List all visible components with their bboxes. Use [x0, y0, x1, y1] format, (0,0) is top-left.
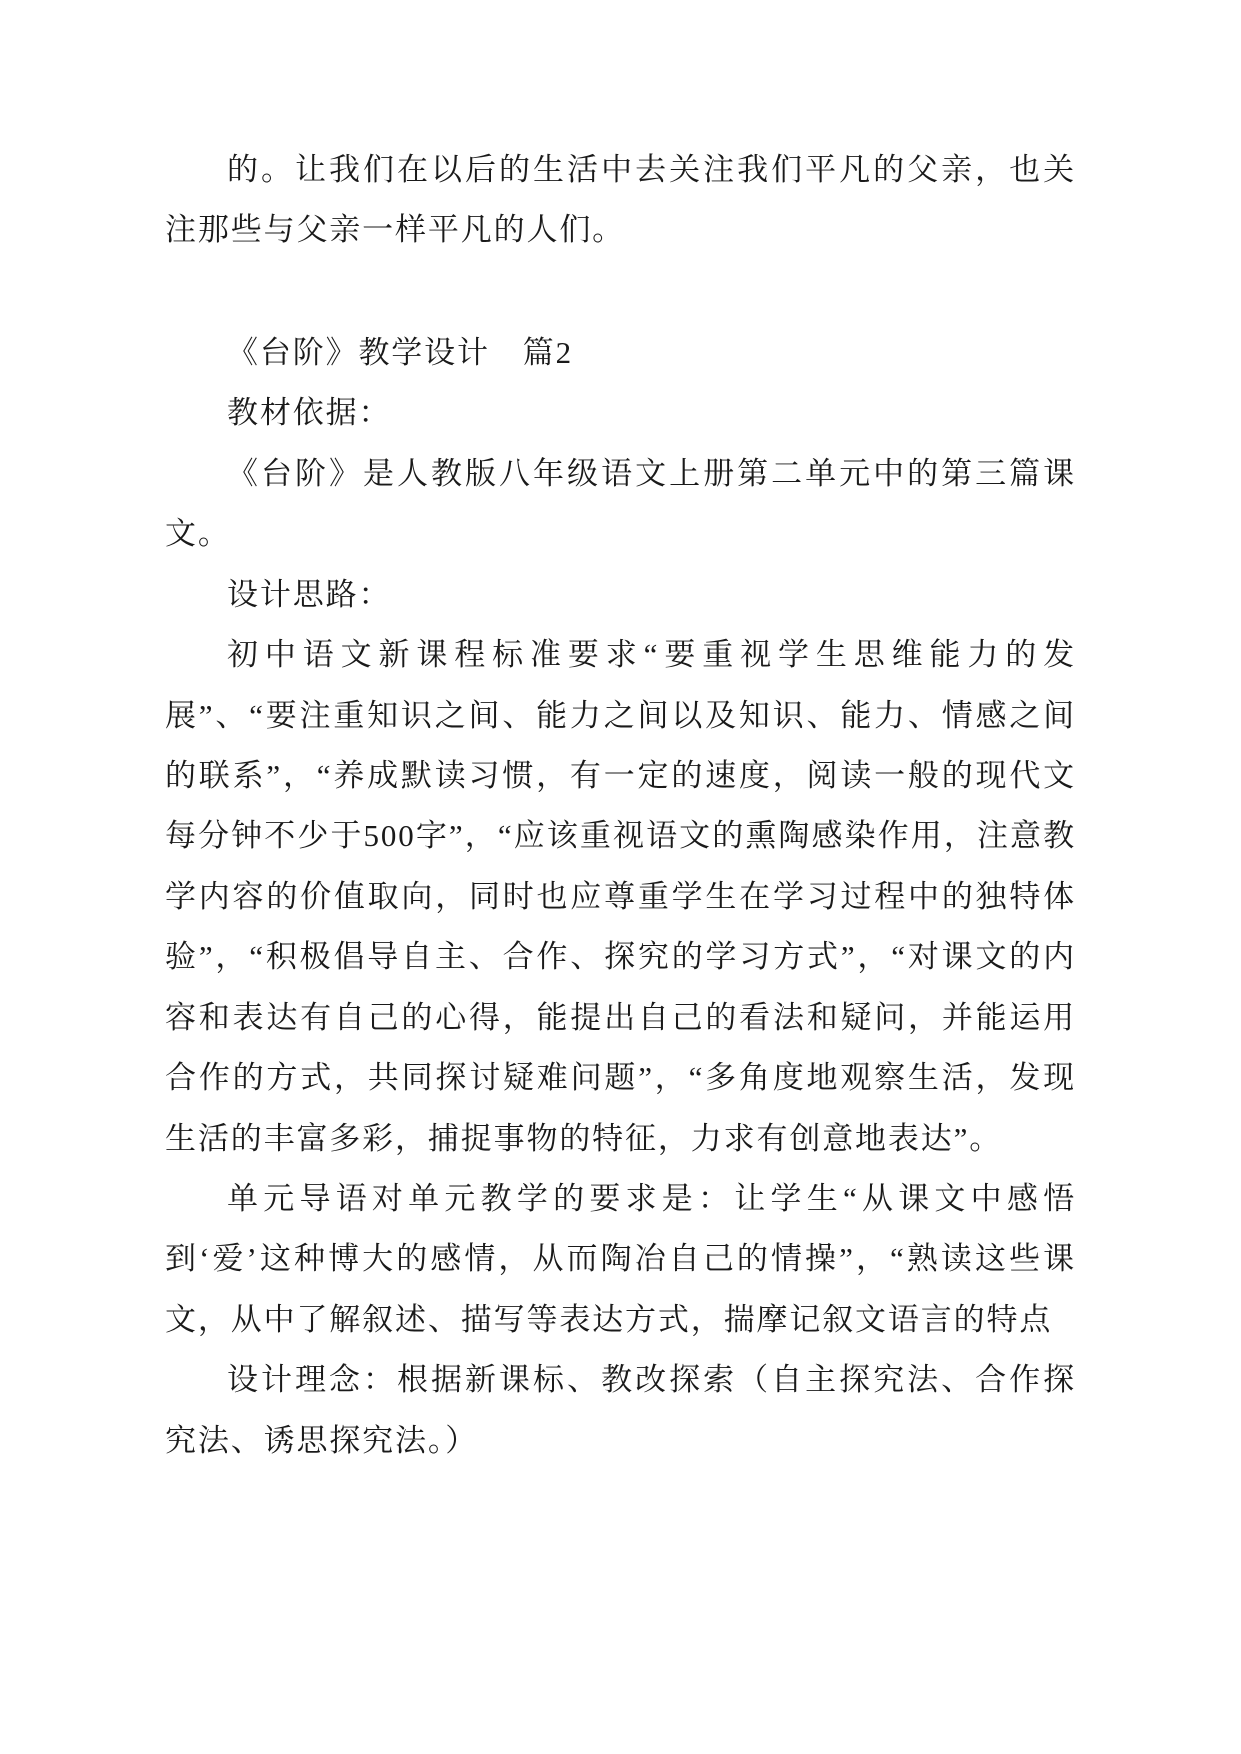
paragraph-standards: 初中语文新课程标准要求“要重视学生思维能力的发展”、“要注重知识之间、能力之间以及知识、能力、情感之间的联系”，“养成默读习惯，有一定的速度，阅读一般的现代文每分钟不少于500字”，“应该重视语文的熏陶感染作用，注意教学内容的价值取向，同时也应尊重学生在学习过程中的独特体验”，“积极倡导自主、合作、探究的学习方式”，“对课文的内容和表达有自己的心得，能提出自己的看法和疑问，并能运用合作的方式，共同探讨疑难问题”，“多角度地观察生活，发现生活的丰富多彩，捕捉事物的特征，力求有创意地表达”。	[165, 637, 1076, 1156]
document-body	[165, 140, 1076, 1471]
paragraph-basis-text: 《台阶》是人教版八年级语文上册第二单元中的第三篇课文。	[165, 455, 1076, 552]
paragraph-gap	[165, 261, 1076, 323]
paragraph-continued: 的。让我们在以后的生活中去关注我们平凡的父亲，也关注那些与父亲一样平凡的人们。	[165, 152, 1076, 248]
paragraph-basis-label: 教材依据：	[227, 395, 392, 431]
section-heading: 《台阶》教学设计 篇2	[227, 334, 573, 370]
paragraph-design-label: 设计思路：	[227, 576, 392, 612]
paragraph-unit-guide: 单元导语对单元教学的要求是：让学生“从课文中感悟到‘爱’这种博大的感情，从而陶冶自己的情操”，“熟读这些课文，从中了解叙述、描写等表达方式，揣摩记叙文语言的特点	[165, 1181, 1076, 1337]
paragraph-design-concept: 设计理念：根据新课标、教改探索（自主探究法、合作探究法、诱思探究法。）	[165, 1362, 1076, 1458]
